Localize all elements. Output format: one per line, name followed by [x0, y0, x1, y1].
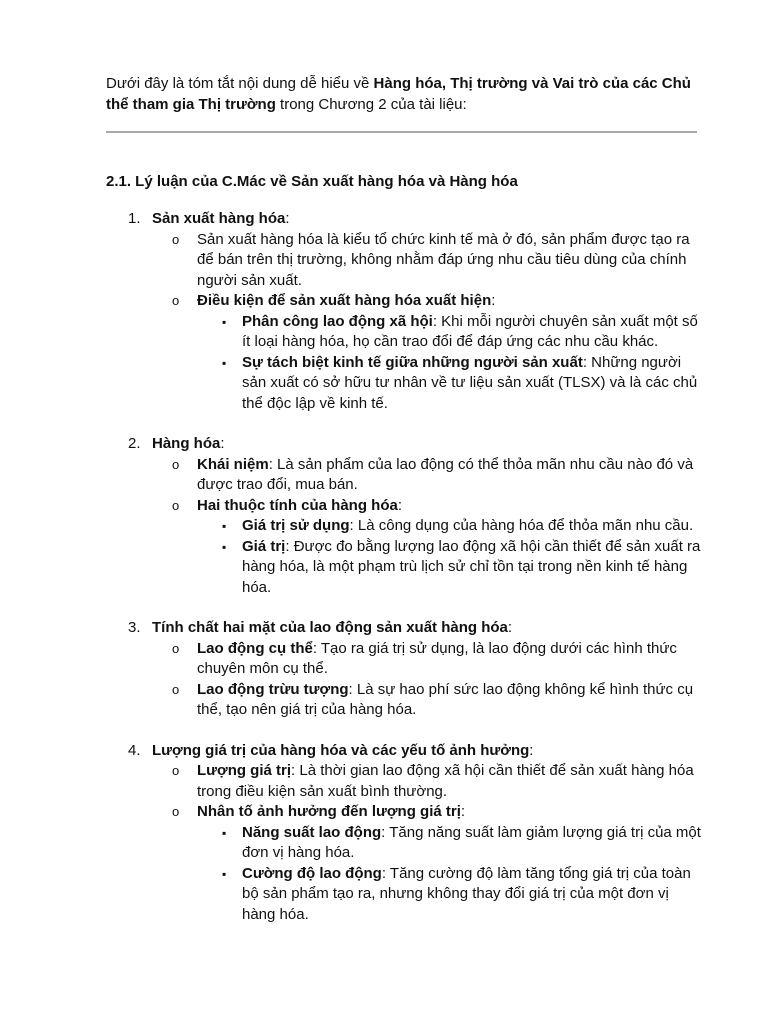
sub-item-term: Lao động trừu tượng	[197, 680, 349, 698]
list-item	[106, 434, 706, 598]
item-heading	[152, 618, 706, 639]
square-bullet-icon: ▪	[222, 355, 227, 370]
sub-sub-item	[197, 312, 706, 353]
list-item	[106, 618, 706, 721]
sub-item-text	[197, 761, 706, 802]
sub-sub-item-term: Cường độ lao động	[242, 864, 382, 882]
sub-item-text	[197, 639, 706, 680]
square-bullet-icon: ▪	[222, 825, 227, 840]
circle-bullet-icon: o	[172, 804, 180, 819]
square-bullet-icon: ▪	[222, 866, 227, 881]
sub-item-text	[197, 230, 706, 292]
sub-sub-item-term: Năng suất lao động	[242, 823, 382, 841]
horizontal-rule	[106, 131, 697, 133]
list-item	[106, 209, 706, 414]
sub-item-desc: Sản xuất hàng hóa là kiểu tổ chức kinh tế mà ở đó, sản phẩm được tạo ra để bán trên thị trường, không nhằm đáp ứng nhu cầu tiêu dùng của chính người sản xuất.	[197, 230, 690, 289]
sub-sub-item-term: Phân công lao động xã hội	[242, 312, 433, 330]
sub-sub-item-desc: : Tăng năng suất làm giảm lượng giá trị của một đơn vị hàng hóa.	[242, 823, 701, 861]
square-bullet-icon: ▪	[222, 539, 227, 554]
item-title-suffix: :	[507, 619, 513, 636]
circle-bullet-icon: o	[172, 231, 180, 247]
sub-sub-item	[197, 537, 706, 599]
sub-item	[152, 639, 706, 680]
sub-item	[152, 761, 706, 802]
sub-sub-item-text	[242, 312, 706, 353]
sub-item-text	[197, 291, 706, 312]
sub-item-text	[197, 680, 706, 721]
sub-item	[152, 230, 706, 292]
item-title-suffix: :	[285, 210, 290, 227]
intro-suffix: trong Chương 2 của tài liệu:	[275, 95, 467, 113]
circle-bullet-icon: o	[172, 681, 180, 697]
sub-sub-item-term: Sự tách biệt kinh tế giữa những người sản xuất	[242, 353, 583, 371]
sub-item-term: Lao động cụ thể	[197, 639, 313, 657]
circle-bullet-icon: o	[172, 497, 180, 513]
item-heading	[152, 434, 706, 455]
numbered-list	[106, 209, 706, 945]
item-heading	[152, 209, 706, 230]
sub-item-text	[197, 802, 706, 823]
sub-sub-item-text	[242, 823, 706, 864]
sub-item-desc: : Tạo ra giá trị sử dụng, là lao động dưới các hình thức chuyên môn cụ thể.	[197, 639, 677, 677]
section-title: 2.1. Lý luận của C.Mác về Sản xuất hàng hóa và Hàng hóa	[106, 173, 518, 190]
sub-item-desc: :	[460, 803, 466, 820]
circle-bullet-icon: o	[172, 456, 180, 472]
sub-sub-item	[197, 353, 706, 415]
sub-item-desc: : Là thời gian lao động xã hội cần thiết để sản xuất hàng hóa trong điều kiện sản xuất bình thường.	[197, 762, 694, 800]
item-title-suffix: :	[220, 435, 225, 452]
sub-item-term: Lượng giá trị	[197, 762, 292, 779]
sub-sub-item	[197, 823, 706, 864]
intro-prefix: Dưới đây là tóm tắt nội dung dễ hiểu về	[106, 75, 374, 92]
item-title-suffix: :	[529, 741, 534, 759]
sub-sub-item-text	[242, 537, 706, 599]
sub-sub-item-desc: : Là công dụng của hàng hóa để thỏa mãn nhu cầu.	[349, 517, 694, 534]
sub-item	[152, 291, 706, 414]
item-title: Lượng giá trị của hàng hóa và các yếu tố ảnh hưởng	[152, 741, 530, 759]
sub-sub-item-desc: : Tăng cường độ làm tăng tổng giá trị của toàn bộ sản phẩm tạo ra, nhưng không thay đổi giá trị của một đơn vị hàng hóa.	[242, 864, 691, 923]
sub-item-desc: :	[397, 496, 403, 514]
circle-bullet-icon: o	[172, 293, 180, 308]
item-title: Tính chất hai mặt của lao động sản xuất hàng hóa	[152, 619, 508, 636]
sub-sub-item-text	[242, 864, 706, 926]
sub-item-term: Hai thuộc tính của hàng hóa	[197, 496, 398, 514]
list-item	[106, 741, 706, 926]
circle-bullet-icon: o	[172, 640, 180, 656]
sub-sub-item-desc: : Những người sản xuất có sở hữu tư nhân về tư liệu sản xuất (TLSX) và là các chủ thể độc lập về kinh tế.	[242, 353, 698, 412]
sub-item	[152, 455, 706, 496]
sub-item	[152, 802, 706, 925]
item-heading	[152, 741, 706, 762]
sub-item-desc: : Là sự hao phí sức lao động không kể hình thức cụ thể, tạo nên giá trị của hàng hóa.	[197, 680, 694, 718]
sub-sub-item-desc: : Khi mỗi người chuyên sản xuất một số ít loại hàng hóa, họ cần trao đổi để đáp ứng các nhu cầu khác.	[242, 312, 698, 350]
sub-sub-item-desc: : Được đo bằng lượng lao động xã hội cần thiết để sản xuất ra hàng hóa, là một phạm trù lịch sử chỉ tồn tại trong nền kinh tế hàng hóa.	[242, 537, 701, 596]
sub-item-term: Nhân tố ảnh hưởng đến lượng giá trị	[197, 803, 461, 820]
sub-sub-item	[197, 864, 706, 926]
sub-item	[152, 496, 706, 599]
item-number: 2.	[128, 435, 141, 452]
sub-sub-item-text	[242, 516, 706, 537]
sub-item	[152, 680, 706, 721]
intro-paragraph	[106, 74, 706, 115]
sub-item-text	[197, 496, 706, 517]
sub-item-text	[197, 455, 706, 496]
sub-sub-item-term: Giá trị	[242, 537, 286, 555]
sub-sub-item-text	[242, 353, 706, 415]
item-title: Sản xuất hàng hóa	[152, 210, 286, 227]
item-number: 3.	[128, 619, 141, 636]
circle-bullet-icon: o	[172, 763, 180, 778]
sub-item-term: Khái niệm	[197, 455, 269, 473]
square-bullet-icon: ▪	[222, 314, 227, 329]
sub-sub-item-term: Giá trị sử dụng	[242, 517, 350, 534]
item-number: 4.	[128, 741, 141, 759]
sub-sub-item	[197, 516, 706, 537]
sub-item-term: Điều kiện để sản xuất hàng hóa xuất hiện	[197, 292, 492, 309]
item-title: Hàng hóa	[152, 435, 221, 452]
intro-bold: Hàng hóa, Thị trường và Vai trò của các Chủ thể tham gia Thị trường	[106, 75, 691, 113]
square-bullet-icon: ▪	[222, 519, 227, 533]
sub-item-desc: :	[491, 292, 496, 309]
sub-item-desc: : Là sản phẩm của lao động có thể thỏa mãn nhu cầu nào đó và được trao đổi, mua bán.	[197, 455, 694, 493]
item-number: 1.	[128, 210, 141, 227]
